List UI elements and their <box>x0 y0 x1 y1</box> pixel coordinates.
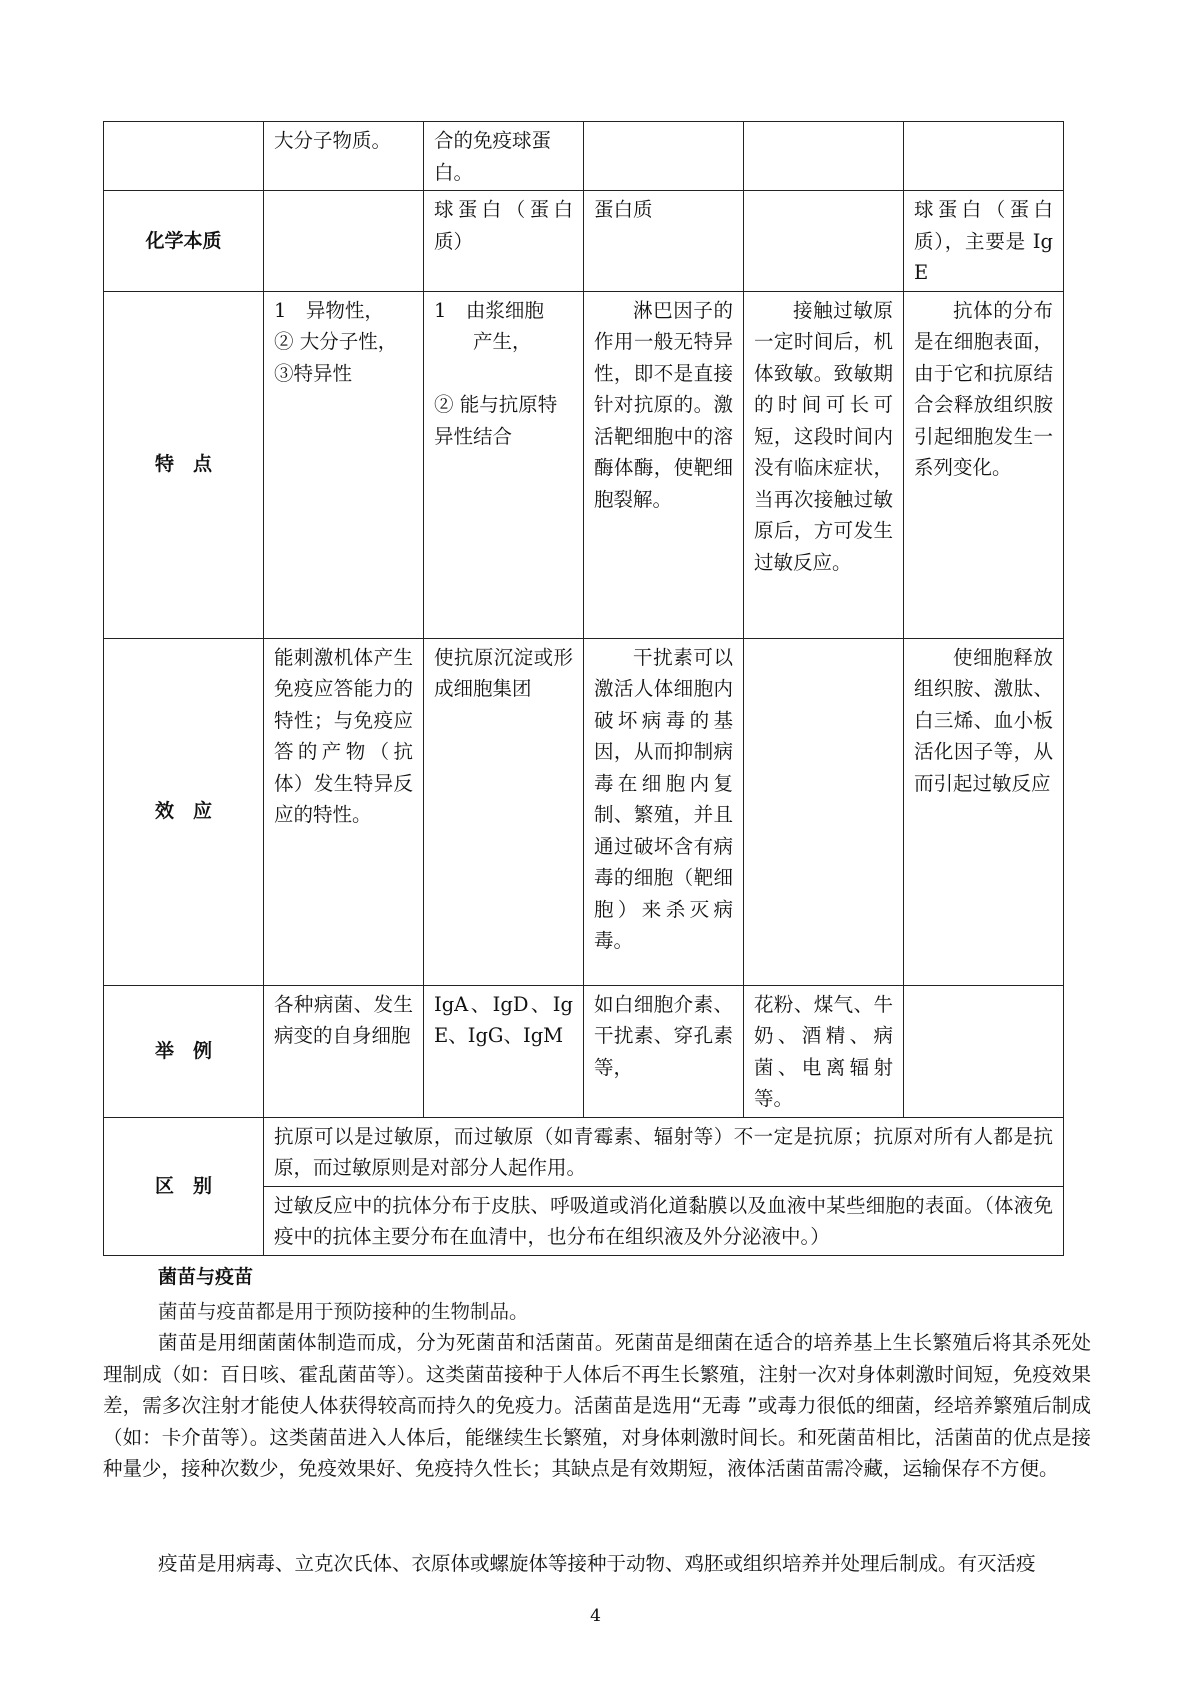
row-header-examples: 举 例 <box>104 985 264 1117</box>
table-cell: 合的免疫球蛋白。 <box>424 122 584 191</box>
table-cell: IgA、IgD、IgE、IgG、IgM <box>424 985 584 1117</box>
table-cell: 能刺激机体产生免疫应答能力的特性；与免疫应答的产物（抗体）发生特异反应的特性。 <box>264 638 424 985</box>
page-number: 4 <box>590 1606 601 1626</box>
row-header-difference: 区 别 <box>104 1117 264 1255</box>
table-cell: 使细胞释放组织胺、激肽、白三烯、血小板活化因子等，从而引起过敏反应 <box>904 638 1064 985</box>
row-header <box>104 122 264 191</box>
paragraph-bacterial-vaccine: 菌苗是用细菌菌体制造而成，分为死菌苗和活菌苗。死菌苗是细菌在适合的培养基上生长繁殖后将其杀死处理制成（如：百日咳、霍乱菌苗等）。这类菌苗接种于人体后不再生长繁殖，注射一次对身体刺激时间短，免疫效果差，需多次注射才能使人体获得较高而持久的免疫力。活菌苗是选用“无毒 ”或毒力很低的细菌，经培养繁殖后制成（如：卡介苗等）。这类菌苗进入人体后，能继续生长繁殖，对身体刺激时间长。和死菌苗相比，活菌苗的优点是接种量少，接种次数少，免疫效果好、免疫持久性长；其缺点是有效期短，液体活菌苗需冷藏，运输保存不方便。 <box>103 1331 1091 1480</box>
table-cell <box>584 122 744 191</box>
table-cell: 如白细胞介素、干扰素、穿孔素等， <box>584 985 744 1117</box>
table-row <box>104 985 1064 1117</box>
table-cell: 花粉、煤气、牛奶、酒精、病菌、电离辐射等。 <box>744 985 904 1117</box>
table-row <box>104 638 1064 985</box>
comparison-table <box>103 121 1064 1256</box>
table-cell <box>904 122 1064 191</box>
table-cell: 干扰素可以激活人体细胞内破坏病毒的基因，从而抑制病毒在细胞内复制、繁殖，并且通过破坏含有病毒的细胞（靶细胞）来杀灭病毒。 <box>584 638 744 985</box>
table-cell: 球蛋白（蛋白质） <box>424 191 584 292</box>
section-intro: 菌苗与疫苗都是用于预防接种的生物制品。 <box>158 1300 529 1323</box>
table-cell: 抗体的分布是在细胞表面，由于它和抗原结合会释放组织胺引起细胞发生一系列变化。 <box>904 291 1064 638</box>
table-cell: 蛋白质 <box>584 191 744 292</box>
table-cell <box>264 191 424 292</box>
section-title: 菌苗与疫苗 <box>158 1266 254 1288</box>
table-cell <box>904 985 1064 1117</box>
table-row <box>104 122 1064 191</box>
table-cell: 淋巴因子的作用一般无特异性，即不是直接针对抗原的。激活靶细胞中的溶酶体酶，使靶细胞裂解。 <box>584 291 744 638</box>
table-cell: 各种病菌、发生病变的自身细胞 <box>264 985 424 1117</box>
table-row <box>104 1117 1064 1186</box>
row-header-effects: 效 应 <box>104 638 264 985</box>
table-cell: 1 异物性， ② 大分子性， ③特异性 <box>264 291 424 638</box>
table-cell: 1 由浆细胞 产生， ② 能与抗原特异性结合 <box>424 291 584 638</box>
table-cell: 球蛋白（蛋白质），主要是 IgE <box>904 191 1064 292</box>
table-row <box>104 291 1064 638</box>
table-cell: 使抗原沉淀或形成细胞集团 <box>424 638 584 985</box>
row-header-chemical-nature: 化学本质 <box>104 191 264 292</box>
row-header-features: 特 点 <box>104 291 264 638</box>
paragraph-viral-vaccine: 疫苗是用病毒、立克次氏体、衣原体或螺旋体等接种于动物、鸡胚或组织培养并处理后制成。有灭活疫 <box>158 1552 1036 1575</box>
table-cell: 大分子物质。 <box>264 122 424 191</box>
table-cell <box>744 638 904 985</box>
difference-line-1: 抗原可以是过敏原，而过敏原（如青霉素、辐射等）不一定是抗原；抗原对所有人都是抗原，而过敏原则是对部分人起作用。 <box>264 1117 1064 1186</box>
difference-line-2: 过敏反应中的抗体分布于皮肤、呼吸道或消化道黏膜以及血液中某些细胞的表面。（体液免疫中的抗体主要分布在血清中，也分布在组织液及外分泌液中。） <box>264 1186 1064 1255</box>
table-cell <box>744 191 904 292</box>
table-cell <box>744 122 904 191</box>
table-row <box>104 191 1064 292</box>
table-cell: 接触过敏原一定时间后，机体致敏。致敏期的时间可长可短，这段时间内没有临床症状，当再次接触过敏原后，方可发生过敏反应。 <box>744 291 904 638</box>
